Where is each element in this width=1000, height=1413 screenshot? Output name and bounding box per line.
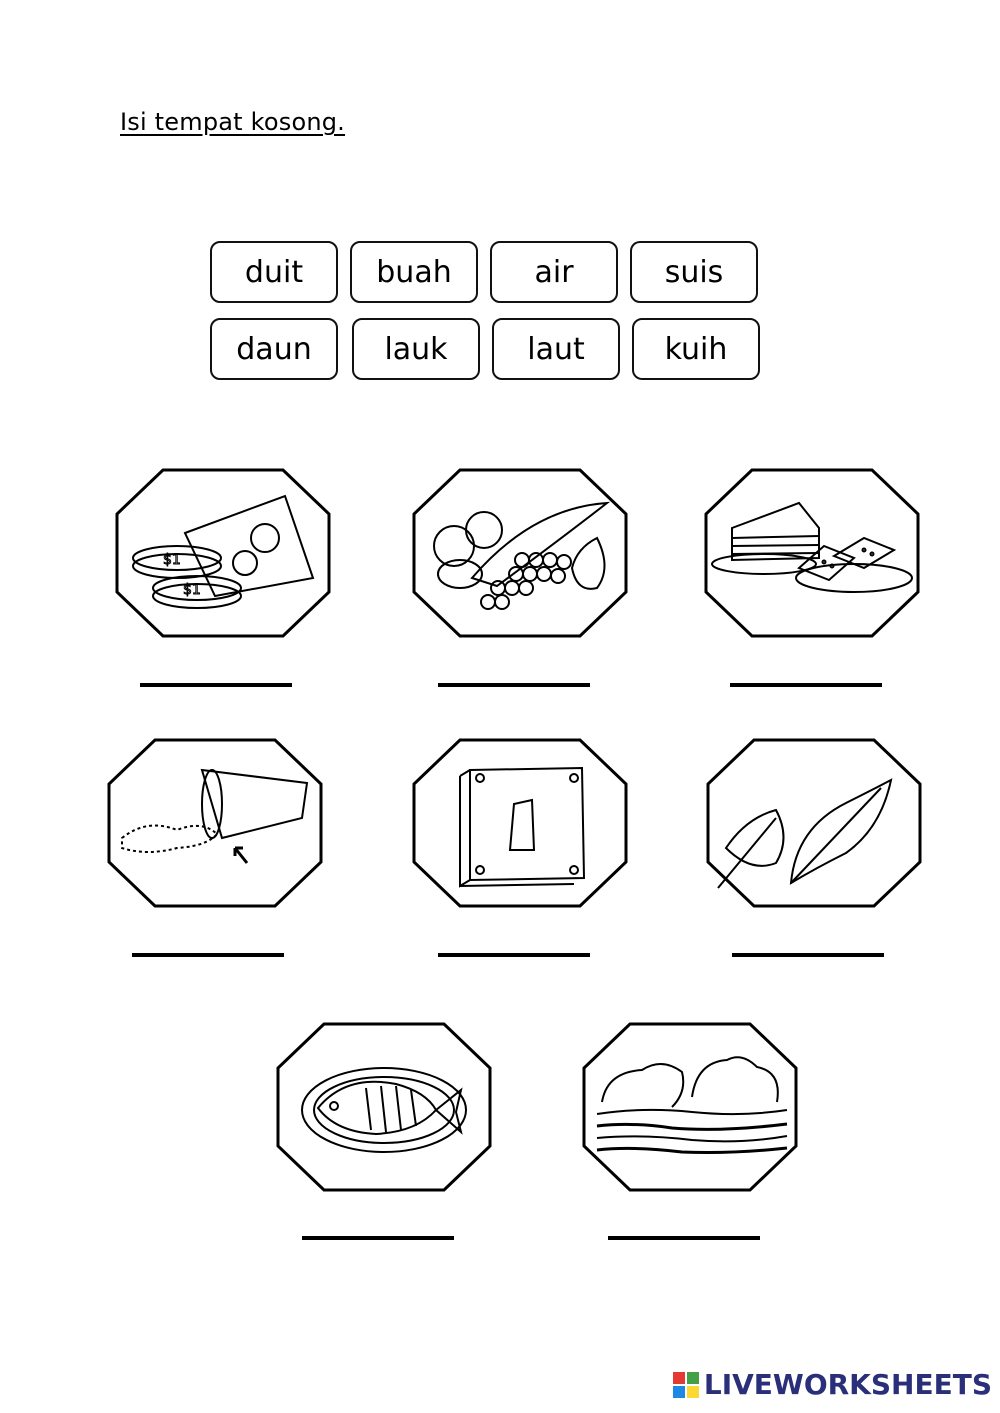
answer-blank-fruit[interactable] xyxy=(438,683,590,687)
word-chip-kuih[interactable]: kuih xyxy=(632,318,760,380)
word-chip-lauk[interactable]: lauk xyxy=(352,318,480,380)
svg-text:$1: $1 xyxy=(163,552,181,568)
picture-card-cake xyxy=(704,468,920,638)
word-chip-laut[interactable]: laut xyxy=(492,318,620,380)
fruit-icon xyxy=(412,468,628,638)
answer-blank-fish-dish[interactable] xyxy=(302,1236,454,1240)
word-chip-air[interactable]: air xyxy=(490,241,618,303)
answer-blank-sea[interactable] xyxy=(608,1236,760,1240)
picture-card-switch xyxy=(412,738,628,908)
picture-card-spilled-water xyxy=(107,738,323,908)
liveworksheets-logo-icon xyxy=(672,1371,700,1399)
money-icon xyxy=(115,468,331,638)
answer-blank-cake[interactable] xyxy=(730,683,882,687)
sea-icon xyxy=(582,1022,798,1192)
instruction-title: Isi tempat kosong. xyxy=(120,108,346,136)
svg-text:$1: $1 xyxy=(183,582,201,598)
brand-name: LIVEWORKSHEETS xyxy=(703,1368,992,1401)
picture-card-fish-dish xyxy=(276,1022,492,1192)
answer-blank-money[interactable] xyxy=(140,683,292,687)
cake-icon xyxy=(704,468,920,638)
word-chip-buah[interactable]: buah xyxy=(350,241,478,303)
spilled-water-icon xyxy=(107,738,323,908)
word-chip-suis[interactable]: suis xyxy=(630,241,758,303)
fish-dish-icon xyxy=(276,1022,492,1192)
answer-blank-leaves[interactable] xyxy=(732,953,884,957)
picture-card-sea xyxy=(582,1022,798,1192)
light-switch-icon xyxy=(412,738,628,908)
word-chip-daun[interactable]: daun xyxy=(210,318,338,380)
answer-blank-spilled-water[interactable] xyxy=(132,953,284,957)
liveworksheets-brand xyxy=(672,1368,992,1401)
picture-card-fruit xyxy=(412,468,628,638)
word-chip-duit[interactable]: duit xyxy=(210,241,338,303)
leaves-icon xyxy=(706,738,922,908)
picture-card-leaves xyxy=(706,738,922,908)
picture-card-money xyxy=(115,468,331,638)
answer-blank-switch[interactable] xyxy=(438,953,590,957)
